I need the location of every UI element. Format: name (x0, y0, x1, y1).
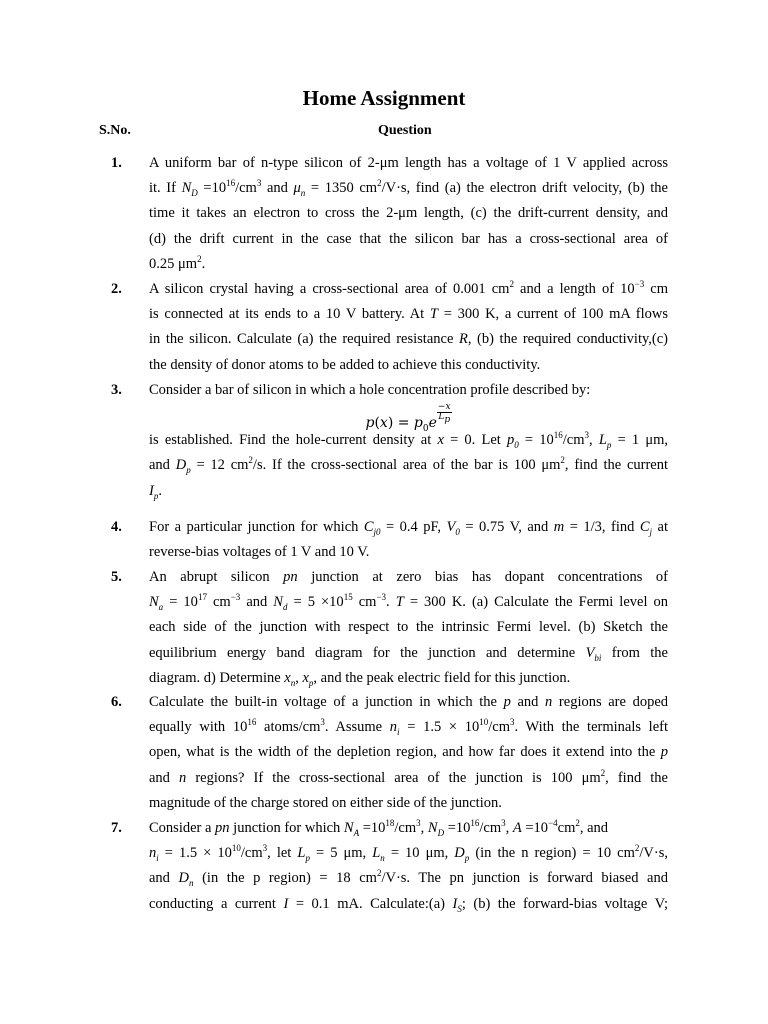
question-line: Consider a pn junction for which $N_A =10^{18}/cm^3$, $N_D =10^{16}/cm^3$, $A =10^{-4}cm^2$, and (149, 818, 609, 838)
question-line: and $D_p = 12$ $cm^2/s$. If the cross-sectional area of the bar is 100 $\mu m^2$, find the current (149, 455, 668, 476)
question-line: Calculate the built-in voltage of a junction in which the p and n regions are doped (149, 694, 669, 710)
page-title: Home Assignment (302, 86, 466, 110)
question-line: A silicon crystal having a cross-sectional area of 0.001 $cm^2$ and a length of $10^{-3}$ cm (149, 279, 669, 297)
question-number: 2. (111, 281, 122, 297)
question-line: An abrupt silicon pn junction at zero bias has dopant concentrations of (149, 569, 669, 585)
sno-column-header: S.No. (99, 123, 131, 138)
question-number: 4. (111, 519, 122, 535)
question-number: 1. (111, 155, 122, 171)
question-line: 0.25 $\mu m^2$. (149, 253, 206, 272)
question-number: 3. (111, 382, 122, 398)
question-line: A uniform bar of n-type silicon of 2-μm length has a voltage of 1 V applied across (149, 155, 668, 171)
question-text (149, 515, 668, 565)
question-text (149, 816, 668, 917)
question-number: 6. (111, 694, 122, 710)
question-line: open, what is the width of the depletion region, and how far does it extend into the p (149, 744, 668, 761)
question-line: conducting a current I = 0.1 mA. Calculate:(a) $I_S$; (b) the forward-bias voltage V; (149, 895, 668, 914)
question-line: equilibrium energy band diagram for the junction and determine $V_{bi}$ from the (149, 644, 668, 663)
question-text (149, 690, 668, 816)
question-line: is connected at its ends to a 10 V battery. At T = 300 K, a current of 100 mA flows (149, 306, 668, 323)
question-text (149, 277, 668, 378)
question-line: equally with $10^{16}$ atoms/$cm^3$. Assume $n_i = 1.5 \times 10^{10}/cm^3$. With the terminals left (149, 717, 668, 738)
question-text (149, 565, 668, 691)
question-line: diagram. d) Determine $x_n$, $x_p$, and the peak electric field for this junction. (149, 669, 571, 688)
hole-concentration-formula: $p(x) = p_0e$ $\frac{-x}{L_p}$ (365, 402, 451, 434)
question-line: in the silicon. Calculate (a) the required resistance R, (b) the required conductivity,(c) (149, 331, 668, 348)
question-line: For a particular junction for which $C_{j0} = 0.4$ pF, $V_0 = 0.75$ V, and m = 1/3, find $C_j$ at (149, 519, 668, 537)
question-line: time it takes an electron to cross the 2-μm length, (c) the drift-current density, and (149, 205, 668, 222)
question-line: Consider a bar of silicon in which a hole concentration profile described by: (149, 382, 591, 398)
question-line: reverse-bias voltages of 1 V and 10 V. (149, 544, 370, 561)
question-line: is established. Find the hole-current density at x = 0. Let $p_0 = 10^{16}/cm^3$, $L_p = 1$ μm, (149, 430, 669, 451)
question-line: magnitude of the charge stored on either side of the junction. (149, 794, 502, 811)
question-number: 7. (111, 820, 122, 836)
question-line: each side of the junction with respect to the intrinsic Fermi level. (b) Sketch the (149, 619, 668, 636)
question-line: (d) the drift current in the case that the silicon bar has a cross-sectional area of (149, 230, 668, 247)
question-line: and n regions? If the cross-sectional area of the junction is 100 $\mu m^2$, find the (149, 767, 668, 786)
question-column-header: Question (378, 123, 432, 138)
question-line: $n_i = 1.5 \times 10^{10}/cm^3$, let $L_p = 5$ μm, $L_n = 10$ μm, $D_p$ (in the n region) = 10 $cm^2/V\cdot s$, (149, 843, 668, 864)
question-line: $I_p$. (149, 482, 162, 501)
question-line: it. If $N_D =10^{16}/cm^3$ and $\mu_n = 1350$ $cm^2/V\cdot s$, find (a) the electron drift velocity, (b) the (149, 178, 668, 199)
question-line: the density of donor atoms to be added to achieve this conductivity. (149, 356, 541, 373)
question-number: 5. (111, 569, 122, 585)
question-text (149, 151, 668, 277)
question-line: and $D_n$ (in the p region) = 18 $cm^2/V\cdot s$. The pn junction is forward biased and (149, 868, 668, 889)
question-text (149, 378, 668, 504)
question-line: $N_a = 10^{17}$ $cm^{-3}$ and $N_d = 5 \times 10^{15}$ $cm^{-3}$. T = 300 K. (a) Calculate the Fermi level on (149, 592, 669, 613)
